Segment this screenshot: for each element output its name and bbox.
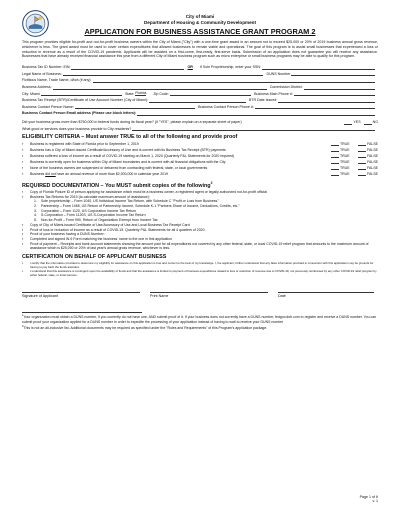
answer-blank[interactable]	[358, 160, 366, 164]
false-option[interactable]	[358, 148, 378, 152]
city-seal-icon	[22, 10, 49, 37]
bullet-icon: ▪	[22, 189, 24, 194]
answer-blank[interactable]	[331, 148, 339, 152]
state-value: Florida	[135, 90, 147, 95]
false-option[interactable]	[358, 166, 378, 170]
true-label: TRUE	[340, 166, 350, 171]
tax-return-text: S-Corporation – Form 1120S, US S-Corporation Income Tax Return	[41, 213, 146, 218]
btr-row	[22, 96, 378, 103]
bullet-icon: ▪	[22, 148, 24, 153]
or-label: OR	[187, 65, 193, 70]
eligibility-text	[30, 166, 331, 170]
fictitious-name-row	[22, 76, 378, 83]
bullet-icon: ▪	[22, 160, 24, 165]
gross-no-option[interactable]: NO	[364, 120, 378, 125]
address-label: Business Address:	[22, 84, 52, 89]
false-option[interactable]	[358, 142, 378, 146]
goods-question: What good or services does your business provide to City residents?	[22, 126, 132, 131]
contact-name-label: Business Contact Person Name:	[22, 104, 74, 109]
department-name: Department of Housing & Community Development	[143, 20, 257, 25]
answer-blank[interactable]	[358, 154, 366, 158]
eligibility-text-part: None of the business owners are suspended or debarred from contracting with federal, state, or local governments	[30, 166, 208, 171]
answer-blank[interactable]	[331, 172, 339, 176]
false-option[interactable]	[358, 154, 378, 158]
true-false-choice	[331, 154, 378, 158]
tax-return-text: Sole proprietorship – Form 1040, US Individual Income Tax Return, with Schedule C "Profit or Loss from Business"	[41, 199, 219, 204]
documentation-text: Proof of payment – Receipts and bank account statements showing the amount paid for all expenditures not covered by any other federal, state, or local COVID-19 relief program that amounts to the maximum amount of assistance which is $25,000 or 20% of last year's annual gross revenue, whichever is less.	[30, 241, 369, 251]
true-false-choice	[331, 172, 378, 176]
answer-blank[interactable]	[331, 142, 339, 146]
legal-name-field[interactable]	[63, 72, 264, 77]
eligibility-text-part: Business suffered a loss of income as a result of COVID-19 starting on March 1, 2020 (Quarterly P&L Statements for 2020 required)	[30, 154, 235, 159]
false-option[interactable]	[358, 172, 378, 176]
eligibility-text-part: have an annual revenue of more than $2,000,000 in calendar year 2019	[55, 172, 168, 177]
eligibility-text-part: Business is registered with State of Florida prior to September 1, 2019	[30, 142, 139, 147]
documentation-text: Proof of loss or reduction of income as a result of COVID-19: Quarterly P&L Statements for all 4 quarters of 2020.	[30, 227, 206, 232]
eligibility-text	[30, 172, 331, 176]
main-phone-field[interactable]	[294, 92, 375, 97]
footnote-marker: 2	[22, 325, 24, 329]
false-option[interactable]	[358, 160, 378, 164]
address-row	[22, 83, 378, 90]
bullet-icon: ▪	[22, 232, 24, 237]
district-label: Commission District:	[269, 84, 303, 89]
tax-return-text: Corporation – Form 1120, US Corporation Income Tax Return	[41, 208, 137, 213]
ein-field[interactable]	[71, 65, 184, 70]
false-label: FALSE	[367, 154, 378, 159]
eligibility-item	[22, 171, 378, 177]
contact-email-row	[22, 109, 378, 116]
eligibility-title: ELIGIBILITY CRITERIA – Must answer TRUE to all of the following and provide proof	[22, 134, 238, 141]
certification-title: CERTIFICATION ON BEHALF OF APPLICANT BUSINESS	[22, 254, 167, 261]
certification-text: I certify that the information provided to determine my eligibility for assistance on this application is true and correct to the best of my knowledge. I, the applicant, further understand that any false information provided in connection with this application may be grounds for having to pay back the funds awarded.	[30, 261, 374, 269]
item-number: 2.	[34, 204, 37, 209]
gross-question: Did your business gross more than $750,000 in federal funds during its fiscal year? (if "YES", please explain on a separate sheet of paper)	[22, 119, 242, 124]
program-description: This program provides eligible for-profit and not-for-profit business owners within the City of Miami ("City") with a one-time grant award in an amount not to exceed $25,000 or 20% of 2019 business annual gross revenue, whichever is less. The grant award must be used to cover certain expenditures that allowed businesses to remain viable and operational. The goal of this program is to assist small businesses that experienced a loss or reduction in revenue as a result of the COVID-19 pandemic. Applicants will be assisted on a first-come, first-ready, first-serve basis. Submission of an application does not guarantee you will receive any assistance. Businesses that have already received financial assistance this year from a different City of Miami business program such as micro enterprise or small business programs may be able to qualify for this program.	[22, 40, 378, 59]
bullet-icon: ▪	[22, 154, 24, 159]
ssn-field[interactable]	[262, 65, 375, 70]
bullet-icon: ▪	[22, 194, 24, 199]
btr-label: Business Tax Receipt (BTR)/Certificate of Use Account Number (City of Miami):	[22, 98, 149, 103]
tax-id-row	[22, 63, 378, 70]
eligibility-text-part: Business is currently open for business within City of Miami boundaries and is current with all financial obligations with the City	[30, 160, 226, 165]
true-label: TRUE	[340, 172, 350, 177]
answer-blank[interactable]	[358, 166, 366, 170]
certification-list	[22, 262, 378, 278]
applicant-signature-field[interactable]: Signature of Applicant	[22, 292, 140, 298]
true-false-choice	[331, 160, 378, 164]
item-number: 3.	[34, 208, 37, 213]
bullet-icon: ▪	[22, 236, 24, 241]
documentation-title: REQUIRED DOCUMENTATION – You MUST submit copies of the following$^2$	[22, 181, 213, 189]
city-state-zip-row	[22, 90, 378, 97]
true-false-choice	[331, 166, 378, 170]
answer-blank[interactable]	[358, 142, 366, 146]
btr-field[interactable]	[149, 98, 246, 103]
item-number: 5.	[34, 218, 37, 223]
false-label: FALSE	[367, 148, 378, 153]
duns-label: DUNS Number	[266, 71, 291, 76]
true-label: TRUE	[340, 148, 350, 153]
btr-date-field[interactable]	[278, 98, 375, 103]
answer-blank[interactable]	[331, 166, 339, 170]
tax-return-list	[22, 199, 240, 223]
eligibility-list	[22, 141, 378, 177]
legal-name-label: Legal Name of Business:	[22, 71, 62, 76]
zip-field[interactable]	[170, 92, 251, 97]
signature-block	[22, 292, 378, 298]
legal-name-row	[22, 70, 378, 77]
fictitious-name-label: Fictitious Name, Trade Name, d/b/a (if any):	[22, 78, 92, 83]
footnote	[22, 325, 378, 331]
true-option[interactable]	[331, 166, 350, 170]
main-phone-label: Business Main Phone #:	[254, 91, 293, 96]
false-label: FALSE	[367, 166, 378, 171]
page-title: APPLICATION FOR BUSINESS ASSISTANCE GRANT PROGRAM 2	[84, 27, 316, 36]
gross-yes-option[interactable]: YES	[344, 120, 360, 125]
eligibility-text	[30, 148, 331, 152]
bullet-icon: ▪	[22, 142, 24, 147]
bullet-icon: ▪	[22, 241, 24, 246]
eligibility-text-emphasis: did not	[45, 172, 56, 177]
address-field[interactable]	[53, 85, 267, 90]
documentation-text: Completed and signed W-9 Form matching the business' name to the one in this application	[30, 236, 173, 241]
eligibility-text	[30, 160, 331, 164]
bullet-icon: ▪	[22, 261, 24, 266]
true-option[interactable]	[331, 154, 350, 158]
btr-date-label: BTR Date Issued:	[248, 98, 278, 103]
state-label: State:	[124, 91, 135, 96]
footnote-marker: 1	[22, 313, 24, 317]
false-label: FALSE	[367, 160, 378, 165]
answer-blank[interactable]	[358, 172, 366, 176]
eligibility-text	[30, 142, 331, 146]
gross-question-row	[22, 118, 378, 125]
tax-return-types	[22, 199, 378, 223]
zip-label: Zip Code:	[153, 91, 169, 96]
contact-phone-label: Business Contact Person Phone #:	[198, 104, 254, 109]
contact-email-field[interactable]	[137, 111, 375, 116]
true-label: TRUE	[340, 142, 350, 147]
footnote-divider	[22, 312, 142, 313]
certification-item	[22, 262, 378, 269]
contact-phone-field[interactable]	[255, 105, 375, 110]
true-option[interactable]	[331, 160, 350, 164]
contact-row	[22, 103, 378, 110]
city-label: City: Miami	[22, 91, 40, 96]
ssn-label: If Sole Proprietorship, enter your SSN:	[199, 65, 261, 70]
bullet-icon: ▪	[22, 269, 24, 274]
eligibility-text	[30, 154, 331, 158]
goods-field[interactable]	[132, 127, 375, 132]
false-label: FALSE	[367, 172, 378, 177]
city-line	[41, 92, 122, 97]
answer-blank[interactable]	[331, 154, 339, 158]
false-label: FALSE	[367, 142, 378, 147]
tax-return-text: Partnership – Form 1065, US Return of Partnership Income, Schedule K-1 "Partners Share of Income, Deductions, Credits, etc."	[41, 204, 240, 209]
documentation-item	[22, 242, 378, 251]
fictitious-name-field[interactable]	[93, 78, 375, 83]
page-footer	[360, 495, 378, 504]
true-option[interactable]	[331, 172, 350, 176]
contact-name-field[interactable]	[75, 105, 195, 110]
tax-return-text: Non-for-Profit – Form 990, Return of Organization Exempt from Income Tax	[41, 218, 158, 223]
true-option[interactable]	[331, 142, 350, 146]
goods-question-row	[22, 125, 378, 132]
answer-blank[interactable]	[358, 148, 366, 152]
documentation-text: Proof of your business having a DUNS Number¹	[30, 232, 105, 237]
city-name: City of Miami	[185, 14, 215, 19]
bullet-icon: ▪	[22, 227, 24, 232]
footnote-text: This is not an all-inclusive list. Additional documents may be required as specified under the "Rules and Requirements" of this Program's application package.	[23, 326, 268, 331]
duns-field[interactable]	[291, 72, 375, 77]
district-field[interactable]	[304, 85, 375, 90]
date-field[interactable]: Date	[278, 292, 374, 298]
true-label: TRUE	[340, 160, 350, 165]
answer-blank[interactable]	[331, 160, 339, 164]
certification-text: I understand that this assistance is contingent upon the availability of funds and that the assistance is limited to payment of business expenditures related to loss or reduction of revenue due to COVID-19, not previously reimbursed by any other COVID-19 relief program by either federal, state, or local sources.	[30, 269, 377, 278]
documentation-text: Copy of Florida Picture ID of person applying for assistance which must be a business owner, a registered agent or legally authorized not-for-profit official	[30, 189, 267, 194]
documentation-text: Copy of City of Miami-issued Certificate of Use/Accessory of Use and Local Business Tax Receipt Card	[30, 222, 190, 227]
bullet-icon: ▪	[22, 166, 24, 171]
eligibility-text-part: Business	[30, 172, 46, 177]
true-false-choice	[331, 148, 378, 152]
true-false-choice	[331, 142, 378, 146]
document-header	[22, 0, 378, 36]
footnotes	[22, 314, 378, 331]
eligibility-text-part: Business has a City of Miami-issued Certificate/Accessory of Use and is current with its Business Tax Receipt (BTR) payments	[30, 148, 226, 153]
tax-id-label: Business Tax ID Number: EIN:	[22, 65, 71, 70]
footnote-text: Your organization must obtain a DUNS number, if you currently do not have one, AND submit proof of it. If your business does not currently have a DUNS number, fedgov.dnb.com to register and receive a DUNS number. You can submit proof your organization applied for a DUNS number in order to expedite the processing of your application instead of having to wait to receive your DUNS number	[22, 315, 377, 324]
certification-item	[22, 270, 378, 277]
documentation-list	[22, 190, 378, 251]
version-label: v. 1	[372, 499, 378, 504]
bullet-icon: ▪	[22, 172, 24, 177]
item-number: 4.	[34, 213, 37, 218]
true-option[interactable]	[331, 148, 350, 152]
print-name-field[interactable]: Print Name	[150, 292, 268, 298]
item-number: 1.	[34, 199, 37, 204]
documentation-text: Business Tax Returns for 2019 (to calculate maximum amount of assistance):	[30, 194, 150, 199]
bullet-icon: ▪	[22, 222, 24, 227]
page-number: Page 1 of 6	[359, 494, 378, 499]
true-label: TRUE	[340, 154, 350, 159]
contact-email-label: Business Contact Person Email address (Please use block letters):	[22, 111, 137, 116]
footnote	[22, 314, 378, 324]
